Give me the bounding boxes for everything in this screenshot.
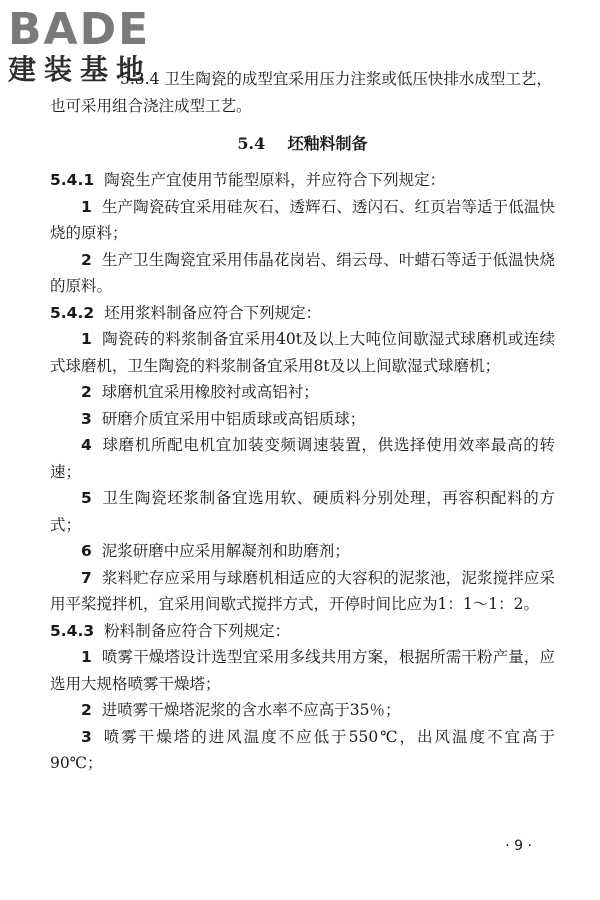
item-number: 1 (81, 648, 92, 666)
intro-line-2: 也可采用组合浇注成型工艺。 (50, 96, 252, 115)
clause-5-4-3-item-1 (50, 644, 555, 697)
item-text: 生产陶瓷砖宜采用硅灰石、透辉石、透闪石、红页岩等适于低温快烧的原料； (50, 197, 555, 242)
logo-chinese-text: 建装基地 (8, 53, 153, 86)
document-body (50, 66, 555, 777)
intro-paragraph-cont (50, 93, 555, 120)
clause-5-4-2-item-1 (50, 326, 555, 379)
clause-5-4-1-item-1 (50, 194, 555, 247)
item-text: 喷雾干燥塔设计选型宜采用多线共用方案，根据所需干粉产量，应选用大规格喷雾干燥塔； (50, 648, 555, 693)
item-number: 4 (81, 436, 92, 454)
item-number: 5 (81, 489, 92, 507)
clause-5-4-1 (50, 167, 555, 194)
clause-5-4-2-item-4 (50, 432, 555, 485)
intro-line-1: 5.3.4 卫生陶瓷的成型宜采用压力注浆或低压快排水成型工艺， (120, 70, 552, 88)
item-number: 1 (81, 197, 92, 216)
clause-number: 5.4.3 (50, 621, 95, 640)
clause-5-4-2-item-3 (50, 406, 555, 433)
item-text: 进喷雾干燥塔泥浆的含水率不应高于35％； (101, 701, 401, 719)
item-number: 1 (81, 330, 92, 348)
section-title: 坯釉料制备 (287, 134, 368, 153)
page-number: · 9 · (505, 838, 532, 854)
section-heading (50, 129, 555, 159)
clause-5-4-3 (50, 618, 555, 645)
logo-wordmark: BADE (8, 4, 151, 55)
item-text: 球磨机宜采用橡胶衬或高铝衬； (101, 383, 319, 401)
item-number: 2 (81, 701, 92, 719)
section-number: 5.4 (237, 134, 266, 153)
item-text: 陶瓷砖的料浆制备宜采用40t及以上大吨位间歇湿式球磨机或连续式球磨机，卫生陶瓷的料浆制备宜采用8t及以上间歇湿式球磨机； (50, 330, 555, 375)
clause-5-4-1-item-2 (50, 247, 555, 300)
item-text: 生产卫生陶瓷宜采用伟晶花岗岩、绢云母、叶蜡石等适于低温快烧的原料。 (50, 250, 555, 295)
item-number: 2 (81, 383, 92, 401)
item-number: 6 (81, 542, 92, 560)
item-text: 浆料贮存应采用与球磨机相适应的大容积的泥浆池，泥浆搅拌应采用平桨搅拌机，宜采用间歇式搅拌方式，开停时间比应为1：1～1：2。 (50, 568, 555, 613)
item-text: 泥浆研磨中应采用解凝剂和助磨剂； (101, 542, 350, 560)
item-text: 球磨机所配电机宜加装变频调速装置，供选择使用效率最高的转速； (50, 436, 555, 481)
item-text: 喷雾干燥塔的进风温度不应低于550℃，出风温度不宜高于90℃； (50, 727, 555, 772)
clause-5-4-2-item-7 (50, 565, 555, 618)
clause-number: 5.4.1 (50, 171, 95, 189)
clause-5-4-2-item-6 (50, 538, 555, 565)
clause-5-4-3-item-3 (50, 724, 555, 777)
clause-5-4-2-item-2 (50, 379, 555, 406)
clause-5-4-3-item-2 (50, 697, 555, 724)
clause-text: 粉料制备应符合下列规定： (104, 621, 291, 640)
clause-number: 5.4.2 (50, 303, 95, 322)
clause-5-4-2 (50, 300, 555, 327)
item-number: 7 (81, 568, 92, 587)
intro-paragraph (50, 66, 555, 93)
clause-text: 坯用浆料制备应符合下列规定： (104, 303, 322, 322)
item-number: 3 (81, 727, 92, 746)
item-text: 卫生陶瓷坯浆制备宜选用软、硬质料分别处理，再容积配料的方式； (50, 489, 555, 534)
clause-5-4-2-item-5 (50, 485, 555, 538)
clause-text: 陶瓷生产宜使用节能型原料，并应符合下列规定： (104, 171, 446, 189)
item-text: 研磨介质宜采用中铝质球或高铝质球； (101, 409, 366, 428)
item-number: 2 (81, 250, 92, 269)
item-number: 3 (81, 409, 92, 428)
